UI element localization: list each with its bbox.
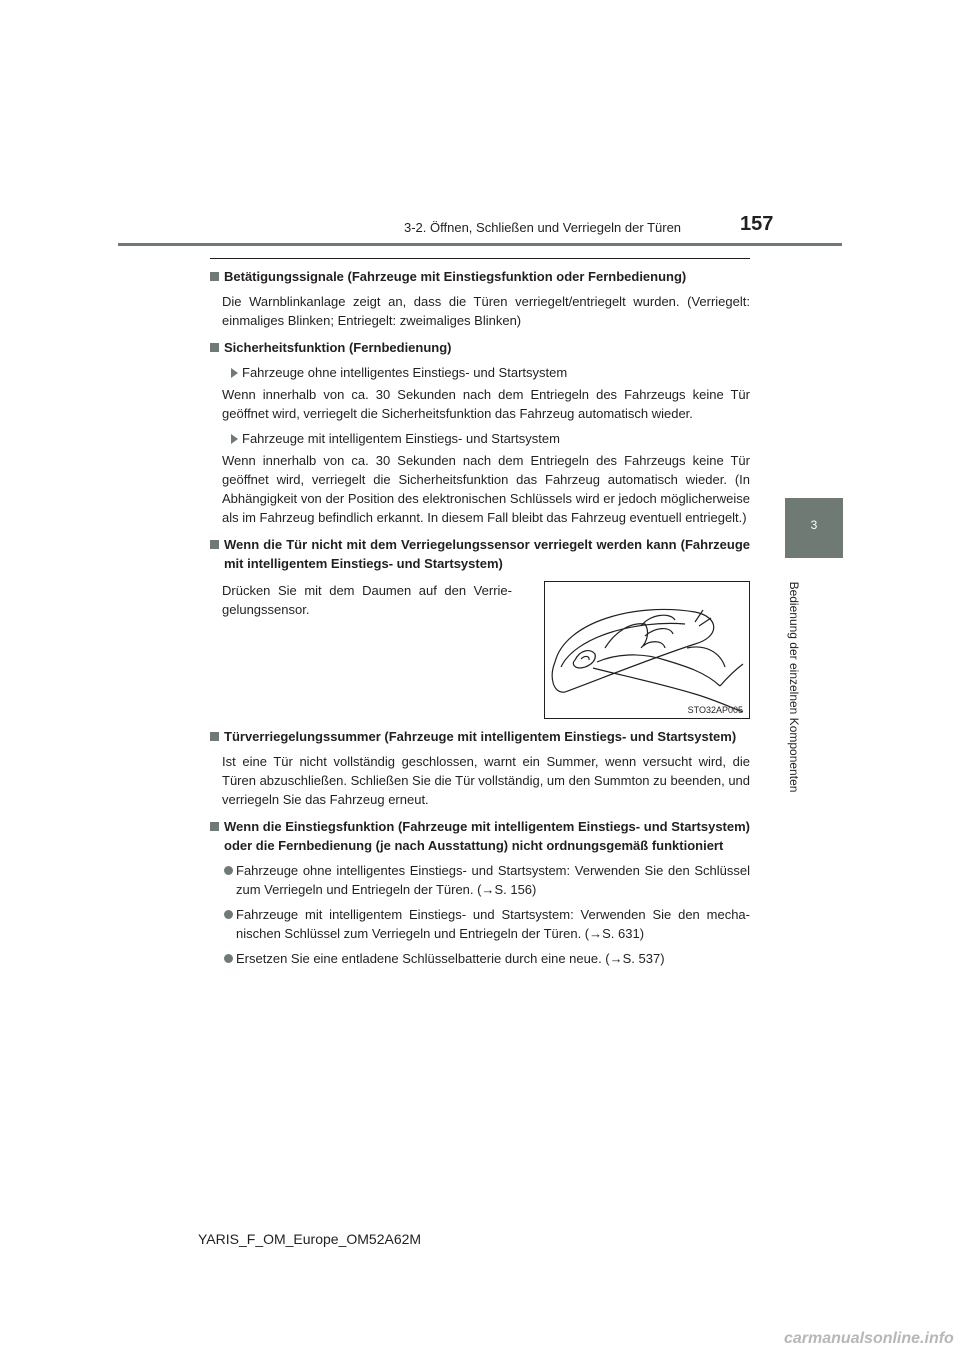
list-item: Ersetzen Sie eine entladene Schlüsselbatterie durch eine neue. (→S. 537) — [210, 949, 750, 968]
section-security-function — [210, 338, 750, 527]
section-operation-signals — [210, 267, 750, 330]
triangle-arrow-icon — [231, 434, 238, 444]
chapter-title-text: Bedienung der einzelnen Komponenten — [787, 581, 801, 793]
round-bullet-icon — [224, 866, 233, 875]
round-bullet-icon — [224, 910, 233, 919]
chapter-number: 3 — [810, 518, 818, 532]
chapter-title — [782, 565, 806, 795]
section-heading: Wenn die Tür nicht mit dem Verriegelungssensor verriegelt werden kann (Fahrzeuge mit intelligentem Einstiegs- und Startsystem) — [210, 535, 750, 573]
section-door-lock-buzzer — [210, 727, 750, 809]
subheading: Fahrzeuge ohne intelligentes Einstiegs- und Startsystem — [210, 363, 750, 382]
header-rule — [118, 243, 842, 246]
list-item: Fahrzeuge ohne intelligentes Einstiegs- und Startsystem: Verwenden Sie den Schlüssel zum Verriegeln und Entriegeln der Türen. (→S. 156) — [210, 861, 750, 899]
hand-pressing-sensor-icon — [545, 582, 749, 718]
triangle-arrow-icon — [231, 368, 238, 378]
section-title: 3-2. Öffnen, Schließen und Verriegeln der Türen — [404, 220, 682, 235]
door-handle-illustration — [544, 581, 750, 719]
figure-row — [210, 581, 750, 719]
section-text: Ist eine Tür nicht vollständig geschlossen, warnt ein Summer, wenn versucht wird, die Türen abzuschließen. Schließen Sie die Tür vollständig, um den Summton zu beenden, und verriegeln Sie das Fahrzeug erneut. — [222, 754, 751, 807]
square-bullet-icon — [210, 540, 219, 549]
square-bullet-icon — [210, 822, 219, 831]
section-malfunction — [210, 817, 750, 968]
section-text: Wenn innerhalb von ca. 30 Sekunden nach dem Entriegeln des Fahrzeugs keine Tür geöffnet wird, verriegelt die Sicherheitsfunktion das Fahrzeug automatisch wieder. — [222, 387, 750, 421]
section-text: Wenn innerhalb von ca. 30 Sekunden nach dem Entriegeln des Fahrzeugs keine Tür geöffnet wird, verriegelt die Sicherheitsfunktion das Fahrzeug automatisch wieder. (In Abhängigkeit von der Position des elektronischen Schlüssels wird er jedoch möglicherweise als im Fahrzeug befindlich erkannt. In diesem Fall bleibt das Fahrzeug eventuell entriegelt.) — [222, 453, 750, 525]
figure-label: STO32AP005 — [687, 705, 743, 715]
section-text: Die Warnblinkanlage zeigt an, dass die Türen verriegelt/entriegelt wurden. (Verriegelt: einmaliges Blinken; Entriegelt: zweimaliges Blinken) — [222, 294, 750, 328]
section-lock-sensor — [210, 535, 750, 719]
subheading: Fahrzeuge mit intelligentem Einstiegs- und Startsystem — [210, 429, 750, 448]
section-heading: Sicherheitsfunktion (Fernbedienung) — [210, 338, 750, 357]
round-bullet-icon — [224, 954, 233, 963]
figure-caption-text: Drücken Sie mit dem Daumen auf den Verriegelungssensor. — [222, 583, 512, 617]
square-bullet-icon — [210, 343, 219, 352]
section-heading: Betätigungssignale (Fahrzeuge mit Einstiegsfunktion oder Fernbedienung) — [210, 267, 750, 286]
square-bullet-icon — [210, 272, 219, 281]
page-number: 157 — [740, 213, 774, 235]
page-content — [210, 258, 750, 976]
square-bullet-icon — [210, 732, 219, 741]
chapter-tab[interactable] — [785, 498, 843, 558]
section-heading: Türverriegelungssummer (Fahrzeuge mit intelligentem Einstiegs- und Startsystem) — [210, 727, 750, 746]
list-item: Fahrzeuge mit intelligentem Einstiegs- und Startsystem: Verwenden Sie den mechanischen Schlüssel zum Verriegeln und Entriegeln der Türen. (→S. 631) — [210, 905, 750, 943]
section-heading: Wenn die Einstiegsfunktion (Fahrzeuge mit intelligentem Einstiegs- und Startsystem) oder die Fernbedienung (je nach Ausstattung) nicht ordnungsgemäß funktioniert — [210, 817, 750, 855]
watermark-link[interactable]: carmanualsonline.info — [784, 1330, 954, 1347]
footer-doc-code: YARIS_F_OM_Europe_OM52A62M — [198, 1231, 422, 1247]
